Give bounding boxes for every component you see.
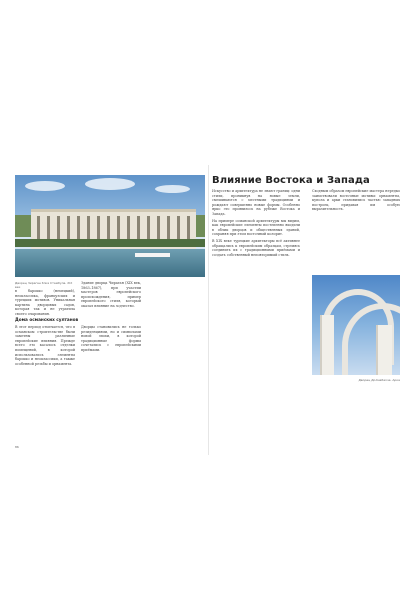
col2-paragraph: Здание дворца Чираган (XIX век, 1863–1867), при участии мастеров европейского происхождения, пример европейского стиля, который оказал влияние на зодчество.: [81, 281, 141, 308]
intro-text: [15, 289, 75, 319]
spread: [15, 165, 400, 455]
left-page: [15, 165, 205, 455]
arch-photo: [312, 275, 400, 375]
gutter: [208, 165, 209, 455]
section-col1-paragraph: В этот период отмечается, что в османском строительстве были заметны различные европейские влияния. Прежде всего это касалось отделки помещений, в которой использовались элементы барокко и неоклассики, а также особенной резьбы и орнамента.: [15, 325, 75, 366]
right-col1-paragraph-2: На примере османской архитектуры мы видим, как европейские элементы постепенно входили в облик дворцов и общественных зданий, сохраняя при этом восточный колорит.: [212, 218, 300, 237]
right-col2-paragraph: Сходным образом европейские мастера нередко заимствовали восточные мотивы: орнаменты, купола и арки становились частью западных построек, придавая им особую выразительность.: [312, 189, 400, 212]
right-page: [212, 165, 400, 455]
right-col2: [312, 189, 400, 214]
section-col2: [81, 325, 141, 355]
palace-photo: [15, 175, 205, 277]
section-col1: [15, 325, 75, 368]
intro-paragraph: в барокко (немецкий), неоклассика, французских и турецких мотивов. Уникальная картина дворцовых садов, которая так и не утратила своего очарования.: [15, 289, 75, 316]
section-heading: Дома османских султанов: [15, 317, 79, 322]
left-col2-text: [81, 281, 141, 311]
photo-caption-left: Дворец Чираган близ Стамбула. XIX век: [15, 281, 73, 289]
right-col1-paragraph-1: Искусство и архитектура не знают границ: одни стили, проникнув на новые земли, смешиваются с местными традициями и рождают совершенно новые формы. Особенно ярко это проявилось на рубеже Востока и Запада.: [212, 189, 300, 216]
photo-caption-right: Дворец Долмабахче. Арка: [358, 378, 400, 382]
page-number: 86: [15, 445, 19, 449]
section-col2-paragraph: Дворцы становились не только резиденциями, но и символами новой эпохи, в которой традиционные формы сочетались с европейскими приёмами.: [81, 325, 141, 352]
page-title: Влияние Востока и Запада: [212, 175, 370, 186]
right-col1: [212, 189, 300, 259]
right-col1-paragraph-3: В XIX веке турецкие архитекторы всё активнее обращались к европейским образцам, стремясь соединить их с традиционными приёмами и создать собственный неповторимый стиль.: [212, 238, 300, 257]
